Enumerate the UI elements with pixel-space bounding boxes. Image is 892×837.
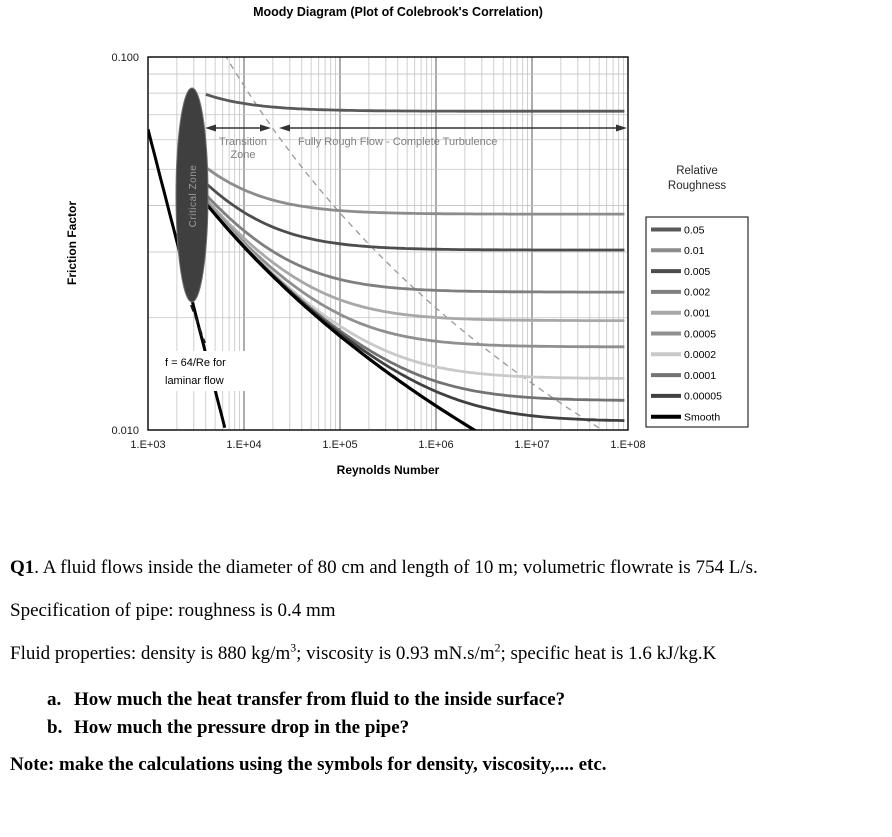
legend-label: Smooth (684, 411, 721, 424)
item-a-text: How much the heat transfer from fluid to the inside surface? (74, 688, 566, 710)
x-tick-1e8: 1.E+08 (610, 439, 646, 451)
legend-label: 0.002 (684, 286, 711, 299)
transition-zone-label-line1: Transition (219, 136, 267, 148)
legend-label: 0.00005 (684, 390, 722, 403)
y-tick-top: 0.100 (111, 52, 139, 64)
legend-label: 0.001 (684, 307, 711, 320)
x-tick-labels (130, 439, 645, 451)
fluid-properties-line (10, 642, 882, 666)
sup-3: 3 (290, 641, 297, 655)
item-b-text: How much the pressure drop in the pipe? (74, 716, 410, 738)
q1-text: . A fluid flows inside the diameter of 80 cm and length of 10 m; volumetric flowrate is 754 L/s. (34, 557, 758, 578)
laminar-label-line2: laminar flow (165, 375, 224, 387)
note-text: Note: make the calculations using the symbols for density, viscosity,.... etc. (10, 753, 607, 775)
legend-label: 0.005 (684, 265, 711, 278)
sub-question-b (47, 716, 882, 740)
x-tick-1e5: 1.E+05 (322, 439, 358, 451)
laminar-label-line1: f = 64/Re for (165, 357, 226, 369)
legend-label: 0.0001 (684, 369, 717, 382)
fluid-part1: Fluid properties: density is 880 kg/m (10, 642, 291, 664)
legend-title-line1: Relative (676, 165, 718, 177)
transition-zone-label-line2: Zone (230, 149, 256, 161)
y-axis-title: Friction Factor (65, 200, 79, 286)
x-tick-1e6: 1.E+06 (418, 439, 454, 451)
x-axis-title: Reynolds Number (336, 463, 440, 477)
pipe-spec-line: Specification of pipe: roughness is 0.4 mm (10, 599, 336, 621)
y-tick-bottom: 0.010 (111, 425, 139, 437)
legend-title-line2: Roughness (667, 180, 727, 192)
x-tick-1e3: 1.E+03 (130, 439, 166, 451)
chart-title: Moody Diagram (Plot of Colebrook's Correlation) (253, 5, 543, 19)
q1-label: Q1 (10, 557, 35, 578)
x-tick-1e7: 1.E+07 (514, 439, 550, 451)
legend-label: 0.0005 (684, 328, 717, 341)
note-line (10, 753, 882, 777)
fluid-part2: ; viscosity is 0.93 mN.s/m (296, 642, 495, 664)
legend-label: 0.05 (684, 224, 705, 237)
legend-label: 0.0002 (684, 349, 717, 362)
x-tick-1e4: 1.E+04 (226, 439, 262, 451)
fully-rough-label: Fully Rough Flow - Complete Turbulence (298, 136, 498, 148)
legend-label: 0.01 (684, 245, 705, 258)
question-block (0, 556, 892, 777)
sub-question-a (47, 688, 882, 712)
y-tick-labels (111, 52, 139, 437)
item-a-marker: a. (47, 688, 62, 710)
critical-zone-label: Critical Zone (188, 164, 199, 228)
item-b-marker: b. (47, 716, 63, 738)
sub-question-list (10, 688, 882, 740)
sup-2: 2 (494, 641, 501, 655)
q1-line (10, 556, 882, 580)
fluid-part3: ; specific heat is 1.6 kJ/kg.K (500, 642, 717, 664)
